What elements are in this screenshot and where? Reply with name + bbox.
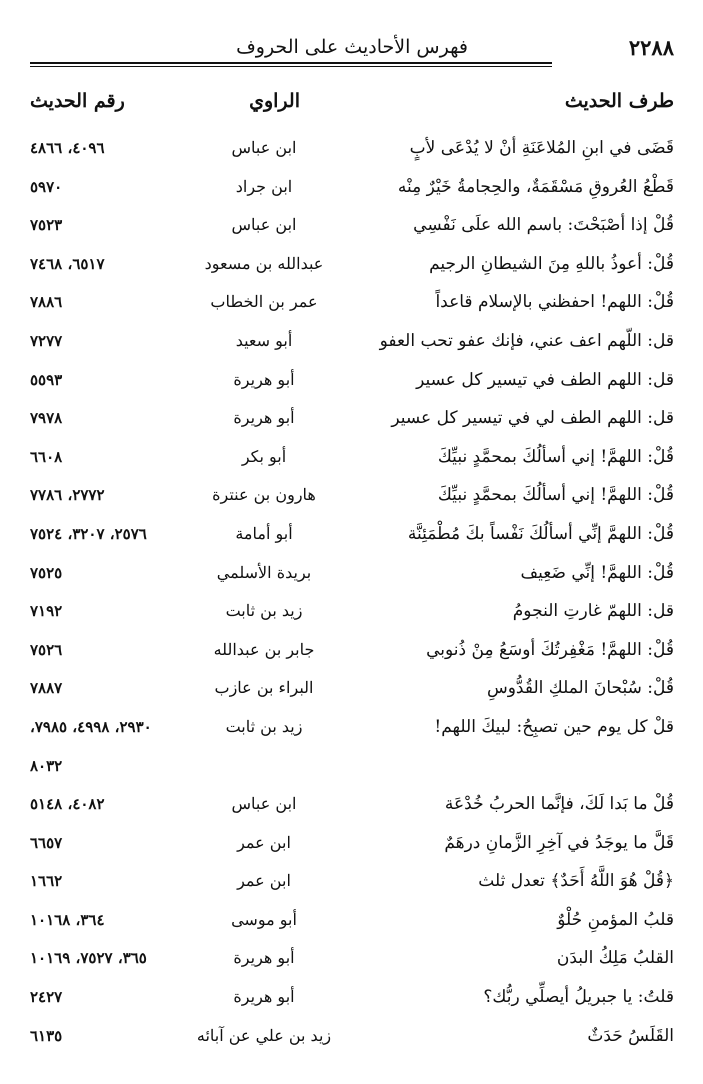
narrator-name: أبو هريرة xyxy=(233,369,295,389)
column-headers xyxy=(30,88,674,118)
narrator-name: ابن عمر xyxy=(237,832,291,852)
index-row xyxy=(30,944,674,983)
hadith-number: ٧٥٢٦ xyxy=(30,640,63,659)
hadith-number: ٤٠٨٢، ٥١٤٨ xyxy=(30,795,105,814)
header-rule xyxy=(30,62,552,67)
index-row xyxy=(30,288,674,327)
hadith-opening: قَضَى في ابنِ المُلاعَنَةِ أنْ لا يُدْعَى لأبٍ xyxy=(409,138,674,158)
narrator-name: ابن عباس xyxy=(231,215,297,235)
hadith-opening: قُلْ: اللهم! احفظني بالإسلام قاعداً xyxy=(435,292,674,313)
hadith-opening: قُلْ: اللهمَّ! إني أسألُكَ بمحمَّدٍ نبيِّكَ xyxy=(437,485,674,506)
hadith-number: ٣٦٤، ١٠١٦٨ xyxy=(30,910,105,929)
narrator-name: عبدالله بن مسعود xyxy=(204,253,324,273)
narrator-name: ابن جراد xyxy=(235,176,293,196)
narrator-name: ابن عباس xyxy=(231,794,297,814)
index-row xyxy=(30,867,674,906)
index-row xyxy=(30,250,674,289)
hadith-opening: ﴿قُلْ هُوَ اللَّهُ أَحَدٌ﴾ تعدل ثلث xyxy=(478,871,674,892)
narrator-name: أبو هريرة xyxy=(233,987,295,1007)
index-row xyxy=(30,829,674,868)
index-row xyxy=(30,906,674,945)
hadith-number: ٥٩٧٠ xyxy=(30,177,63,196)
index-row xyxy=(30,404,674,443)
hadith-opening: قُلْ: اللهمَّ! مَغْفِرتُكَ أوسَعُ مِنْ ذُنوبي xyxy=(426,639,674,660)
hadith-number: ٧١٩٢ xyxy=(30,602,63,621)
hadith-number: ٢٥٧٦، ٣٢٠٧، ٧٥٢٤ xyxy=(30,524,147,543)
index-row xyxy=(30,674,674,713)
hadith-opening: قُلْ: اللهمَّ! إنِّي ضَعِيف xyxy=(520,562,674,583)
hadith-number: ٤٠٩٦، ٤٨٦٦ xyxy=(30,139,105,157)
hadith-number: ٧٢٧٧ xyxy=(30,331,63,350)
narrator-name: أبو هريرة xyxy=(233,408,295,428)
hadith-opening: قل: اللّهم اعف عني، فإنك عفو تحب العفو xyxy=(379,330,674,351)
column-header-hadith: طرف الحديث xyxy=(564,90,674,112)
hadith-opening: قُلْ: أعوذُ باللهِ مِنَ الشيطانِ الرجيم xyxy=(429,253,674,274)
hadith-opening: قلتُ: يا جبريلُ أيصلِّي ربُّك؟ xyxy=(483,987,674,1008)
hadith-opening: قُلْ: اللهمَّ! إني أسألُكَ بمحمَّدٍ نبيِّكَ xyxy=(437,446,674,467)
index-row xyxy=(30,134,674,173)
narrator-name: زيد بن علي عن آبائه xyxy=(196,1025,332,1045)
narrator-name: جابر بن عبدالله xyxy=(213,639,315,659)
narrator-name: بريدة الأسلمي xyxy=(216,562,312,582)
index-row xyxy=(30,1022,674,1061)
page-number: ٢٢٨٨ xyxy=(628,35,674,60)
index-row xyxy=(30,520,674,559)
hadith-number: ٧٩٧٨ xyxy=(30,409,63,428)
hadith-number: ٧٨٨٧ xyxy=(30,679,63,698)
narrator-name: ابن عمر xyxy=(237,871,291,891)
hadith-opening: قلبُ المؤمنِ حُلْوٌ xyxy=(557,909,674,930)
hadith-number: ٧٥٢٥ xyxy=(30,563,63,582)
index-row xyxy=(30,559,674,598)
hadith-opening: قُلْ ما بَدا لَكَ، فإنَّما الحربُ خُدْعَة xyxy=(444,794,674,815)
hadith-number: ٢٩٣٠، ٤٩٩٨، ٧٩٨٥، xyxy=(30,717,152,736)
hadith-number: ٥٥٩٣ xyxy=(30,370,63,389)
index-row xyxy=(30,327,674,366)
narrator-name: البراء بن عازب xyxy=(214,678,314,698)
hadith-number: ٧٥٢٣ xyxy=(30,216,63,235)
hadith-number: ٦١٣٥ xyxy=(30,1026,63,1045)
hadith-opening: قُلْ إذا أصْبَحْتَ: باسم الله علَى نَفْسِي xyxy=(413,215,674,236)
index-row xyxy=(30,713,674,752)
hadith-number: ٧٨٨٦ xyxy=(30,293,63,312)
hadith-index-list xyxy=(30,134,674,1060)
hadith-opening: قُلْ: اللهمَّ إنِّي أسألُكَ نَفْساً بكَ مُطْمَئِنَّة xyxy=(407,523,674,544)
narrator-name: زيد بن ثابت xyxy=(225,716,303,736)
hadith-number: ٨٠٣٢ xyxy=(30,756,63,775)
index-row xyxy=(30,366,674,405)
hadith-opening: قل: اللهم الطف في تيسير كل عسير xyxy=(416,369,674,390)
index-row xyxy=(30,443,674,482)
hadith-opening: القلبُ مَلِكُ البدَن xyxy=(556,948,674,969)
hadith-number: ١٦٦٢ xyxy=(30,872,63,891)
narrator-name: أبو سعيد xyxy=(235,330,293,350)
index-row xyxy=(30,752,674,791)
index-row xyxy=(30,211,674,250)
narrator-name: أبو هريرة xyxy=(233,948,295,968)
narrator-name: زيد بن ثابت xyxy=(225,601,303,621)
column-header-number: رقم الحديث xyxy=(30,90,125,112)
hadith-opening: قلْ كل يوم حين تصبِحُ: لبيكَ اللهم! xyxy=(434,716,674,737)
hadith-opening: قَلَّ ما يوجَدُ في آخِرِ الزَّمانِ درهَمٌ xyxy=(444,832,674,853)
hadith-opening: قل: اللهمّ غارتِ النجومُ xyxy=(512,601,674,622)
index-row xyxy=(30,636,674,675)
narrator-name: أبو أمامة xyxy=(235,523,293,543)
narrator-name: أبو بكر xyxy=(241,446,287,466)
hadith-opening: قَطْعُ العُروقِ مَسْقَمَةٌ، والحِجامةُ خَيْرٌ مِنْه xyxy=(397,176,674,197)
index-row xyxy=(30,983,674,1022)
hadith-opening: القَلَسُ حَدَثٌ xyxy=(587,1025,674,1046)
hadith-number: ٦٦٥٧ xyxy=(30,833,63,852)
hadith-number: ٢٤٢٧ xyxy=(30,988,63,1007)
column-header-narrator: الراوي xyxy=(249,90,300,112)
narrator-name: هارون بن عنترة xyxy=(212,485,316,505)
hadith-number: ٦٥١٧، ٧٤٦٨ xyxy=(30,254,105,273)
index-row xyxy=(30,597,674,636)
narrator-name: ابن عباس xyxy=(231,138,297,157)
index-row xyxy=(30,173,674,212)
index-row xyxy=(30,481,674,520)
running-title: فهرس الأحاديث على الحروف xyxy=(236,36,468,58)
hadith-number: ٦٦٠٨ xyxy=(30,447,63,466)
hadith-number: ٣٦٥، ٧٥٢٧، ١٠١٦٩ xyxy=(30,949,147,968)
narrator-name: أبو موسى xyxy=(231,909,297,929)
index-row xyxy=(30,790,674,829)
running-header xyxy=(30,34,674,64)
hadith-number: ٢٧٧٢، ٧٧٨٦ xyxy=(30,486,105,505)
hadith-opening: قل: اللهم الطف لي في تيسير كل عسير xyxy=(391,408,674,429)
hadith-opening: قُلْ: سُبْحانَ الملكِ القُدُّوسِ xyxy=(486,678,674,699)
narrator-name: عمر بن الخطاب xyxy=(210,292,318,312)
